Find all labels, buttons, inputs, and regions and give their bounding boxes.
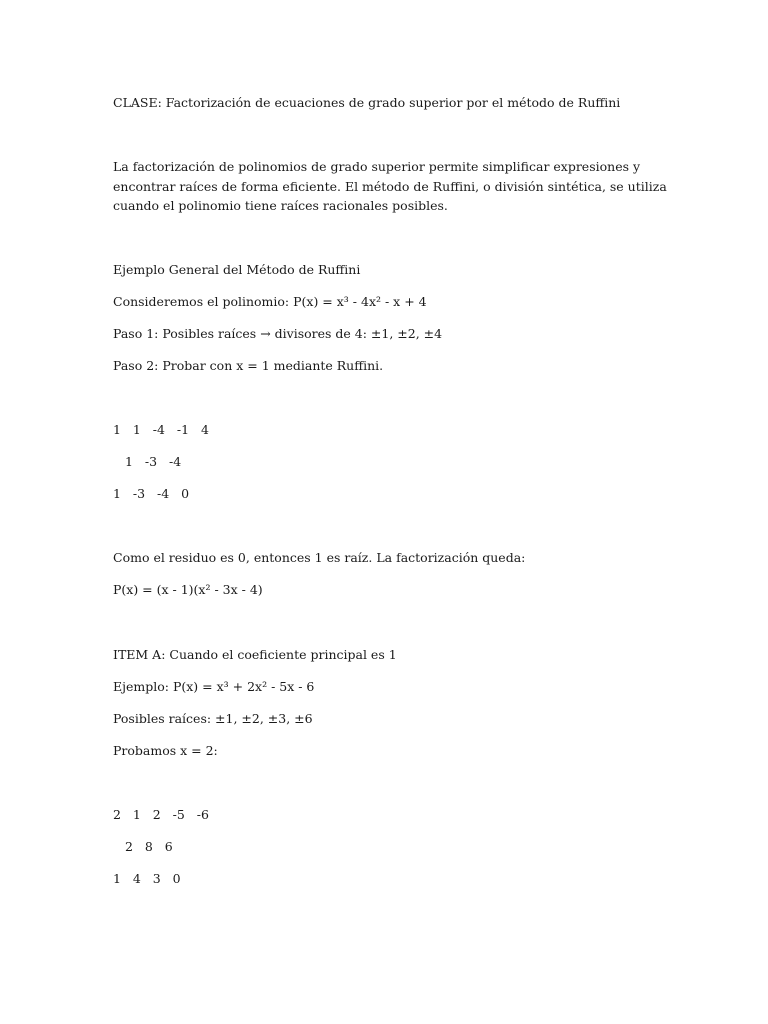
item-a-heading: ITEM A: Cuando el coeficiente principal es 1 <box>113 647 397 662</box>
item-a-ruffini-row-3: 1 4 3 0 <box>113 871 181 886</box>
item-a-ruffini-row-2: 2 8 6 <box>125 839 173 854</box>
general-step-1: Paso 1: Posibles raíces → divisores de 4: ±1, ±2, ±4 <box>113 326 443 341</box>
page-title: CLASE: Factorización de ecuaciones de grado superior por el método de Ruffini <box>113 95 621 110</box>
item-a-test: Probamos x = 2: <box>113 743 218 758</box>
general-polynomial: Consideremos el polinomio: P(x) = x³ - 4x² - x + 4 <box>113 294 427 309</box>
intro-paragraph <box>113 157 667 216</box>
general-example-heading: Ejemplo General del Método de Ruffini <box>113 262 361 277</box>
intro-line: La factorización de polinomios de grado superior permite simplificar expresiones y <box>113 159 641 174</box>
ruffini-row-3: 1 -3 -4 0 <box>113 486 190 501</box>
general-conclusion: Como el residuo es 0, entonces 1 es raíz. La factorización queda: <box>113 550 526 565</box>
item-a-roots: Posibles raíces: ±1, ±2, ±3, ±6 <box>113 711 313 726</box>
intro-line: cuando el polinomio tiene raíces racionales posibles. <box>113 198 448 213</box>
general-factorization: P(x) = (x - 1)(x² - 3x - 4) <box>113 582 263 597</box>
item-a-example: Ejemplo: P(x) = x³ + 2x² - 5x - 6 <box>113 679 315 694</box>
ruffini-row-2: 1 -3 -4 <box>125 454 182 469</box>
general-step-2: Paso 2: Probar con x = 1 mediante Ruffini. <box>113 358 384 373</box>
intro-line: encontrar raíces de forma eficiente. El método de Ruffini, o división sintética, se utiliza <box>113 178 667 194</box>
ruffini-row-1: 1 1 -4 -1 4 <box>113 422 209 437</box>
item-a-ruffini-row-1: 2 1 2 -5 -6 <box>113 807 209 822</box>
